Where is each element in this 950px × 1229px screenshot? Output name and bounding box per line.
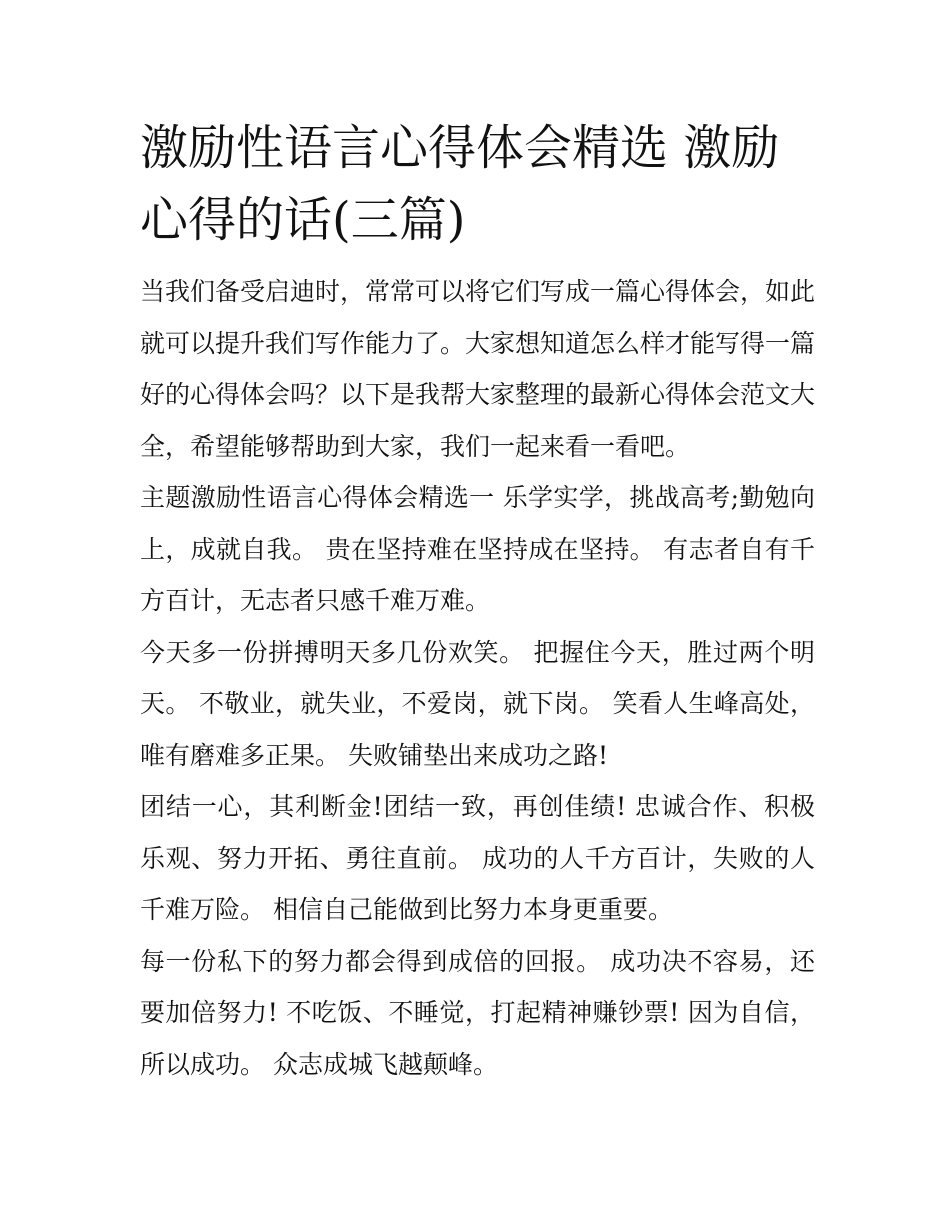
- paragraph-3: 团结一心，其利断金!团结一致，再创佳绩! 忠诚合作、积极乐观、努力开拓、勇往直前。 成功的人千方百计，失败的人千难万险。 相信自己能做到比努力本身更重要。: [140, 792, 815, 924]
- paragraph-1: 主题激励性语言心得体会精选一 乐学实学，挑战高考;勤勉向上，成就自我。 贵在坚持难在坚持成在坚持。 有志者自有千方百计，无志者只感千难万难。: [140, 483, 815, 615]
- paragraph-4: 每一份私下的努力都会得到成倍的回报。 成功决不容易，还要加倍努力! 不吃饭、不睡觉，打起精神赚钞票! 因为自信，所以成功。 众志成城飞越颠峰。: [140, 946, 815, 1079]
- paragraph-intro: 当我们备受启迪时，常常可以将它们写成一篇心得体会，如此就可以提升我们写作能力了。大家想知道怎么样才能写得一篇好的心得体会吗？以下是我帮大家整理的最新心得体会范文大全，希望能够帮助到大家，我们一起来看一看吧。: [140, 277, 816, 461]
- paragraph-2: 今天多一份拼搏明天多几份欢笑。 把握住今天，胜过两个明天。 不敬业，就失业，不爱岗，就下岗。 笑看人生峰高处，唯有磨难多正果。 失败铺垫出来成功之路!: [140, 637, 815, 770]
- document-page: [140, 112, 815, 1090]
- document-title: 激励性语言心得体会精选 激励心得的话(三篇): [140, 120, 780, 248]
